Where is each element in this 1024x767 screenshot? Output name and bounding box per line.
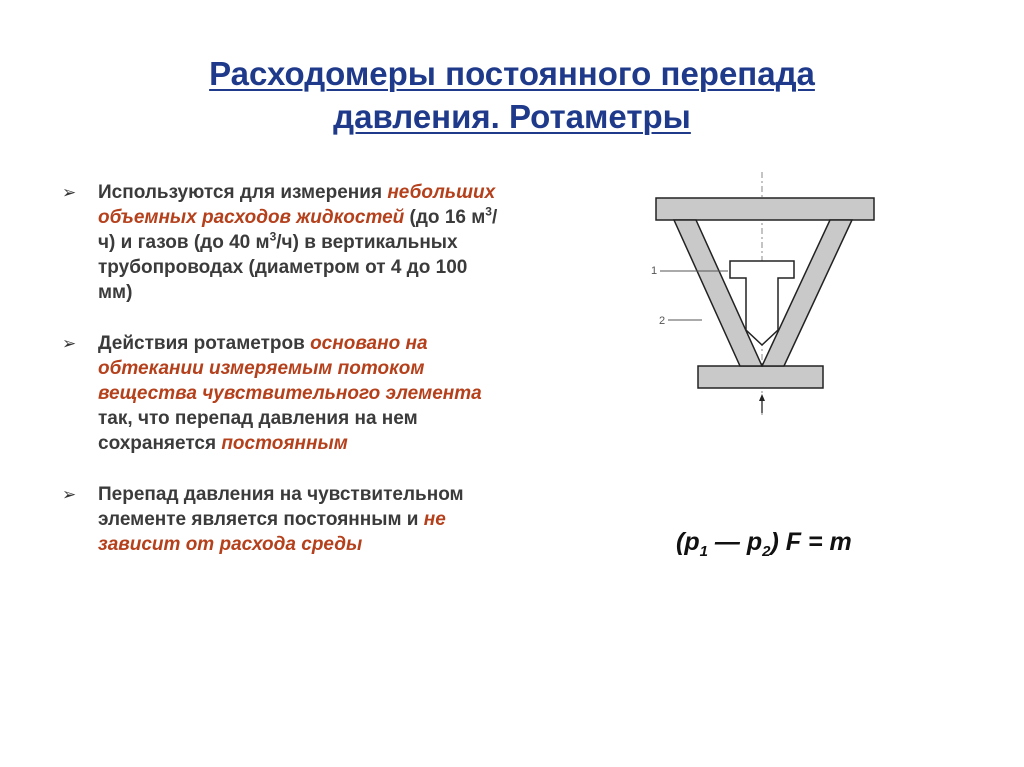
superscript: 3 bbox=[269, 229, 277, 244]
bullet-list bbox=[62, 180, 502, 583]
bullet-item-constant-drop bbox=[62, 482, 502, 557]
title-line-2: давления. Ротаметры bbox=[333, 98, 691, 135]
label-1: 1 bbox=[651, 265, 658, 277]
arrow-bullet-icon: ➢ bbox=[62, 485, 77, 504]
bullet-text bbox=[98, 180, 502, 305]
bullet-text-part: /ч) и газов (до 40 м bbox=[98, 207, 498, 253]
arrow-bullet-icon: ➢ bbox=[62, 334, 77, 353]
highlight-text: постоянным bbox=[221, 433, 348, 454]
formula-part: ) F = m bbox=[770, 528, 852, 556]
formula bbox=[676, 528, 852, 560]
arrow-bullet-icon: ➢ bbox=[62, 183, 77, 202]
highlight-text: основано на обтекании измеряемым потоком вещества чувствительного элемента bbox=[98, 333, 482, 404]
bullet-text bbox=[98, 482, 502, 557]
highlight-text: небольших объемных расходов жидкостей bbox=[98, 182, 496, 228]
slide-title bbox=[60, 52, 964, 138]
bullet-text-part: Действия ротаметров bbox=[98, 333, 311, 354]
bottom-flange bbox=[698, 366, 823, 388]
bullet-item-principle bbox=[62, 331, 502, 456]
top-flange bbox=[656, 198, 874, 220]
bullet-text-part: Перепад давления на чувствительном элементе является постоянным и bbox=[98, 484, 464, 530]
bullet-text-part: Используются для измерения bbox=[98, 182, 388, 203]
rotameter-diagram bbox=[620, 170, 890, 420]
formula-part: (p bbox=[676, 528, 700, 556]
bullet-text-part: так, что перепад давления на нем сохраняется bbox=[98, 408, 418, 454]
title-line-1: Расходомеры постоянного перепада bbox=[209, 55, 815, 92]
bullet-text-part: (до 16 м bbox=[404, 207, 486, 228]
bullet-text bbox=[98, 331, 502, 456]
formula-subscript: 2 bbox=[762, 543, 771, 560]
formula-subscript: 1 bbox=[699, 543, 708, 560]
highlight-text: не зависит от расхода среды bbox=[98, 509, 446, 555]
flow-arrow-icon bbox=[759, 394, 765, 401]
formula-part: — p bbox=[707, 528, 763, 556]
bullet-text-part: /ч) в вертикальных трубопроводах (диаметром от 4 до 100 мм) bbox=[98, 232, 468, 303]
bullet-item-usage bbox=[62, 180, 502, 305]
label-2: 2 bbox=[659, 315, 666, 327]
superscript: 3 bbox=[485, 204, 492, 219]
